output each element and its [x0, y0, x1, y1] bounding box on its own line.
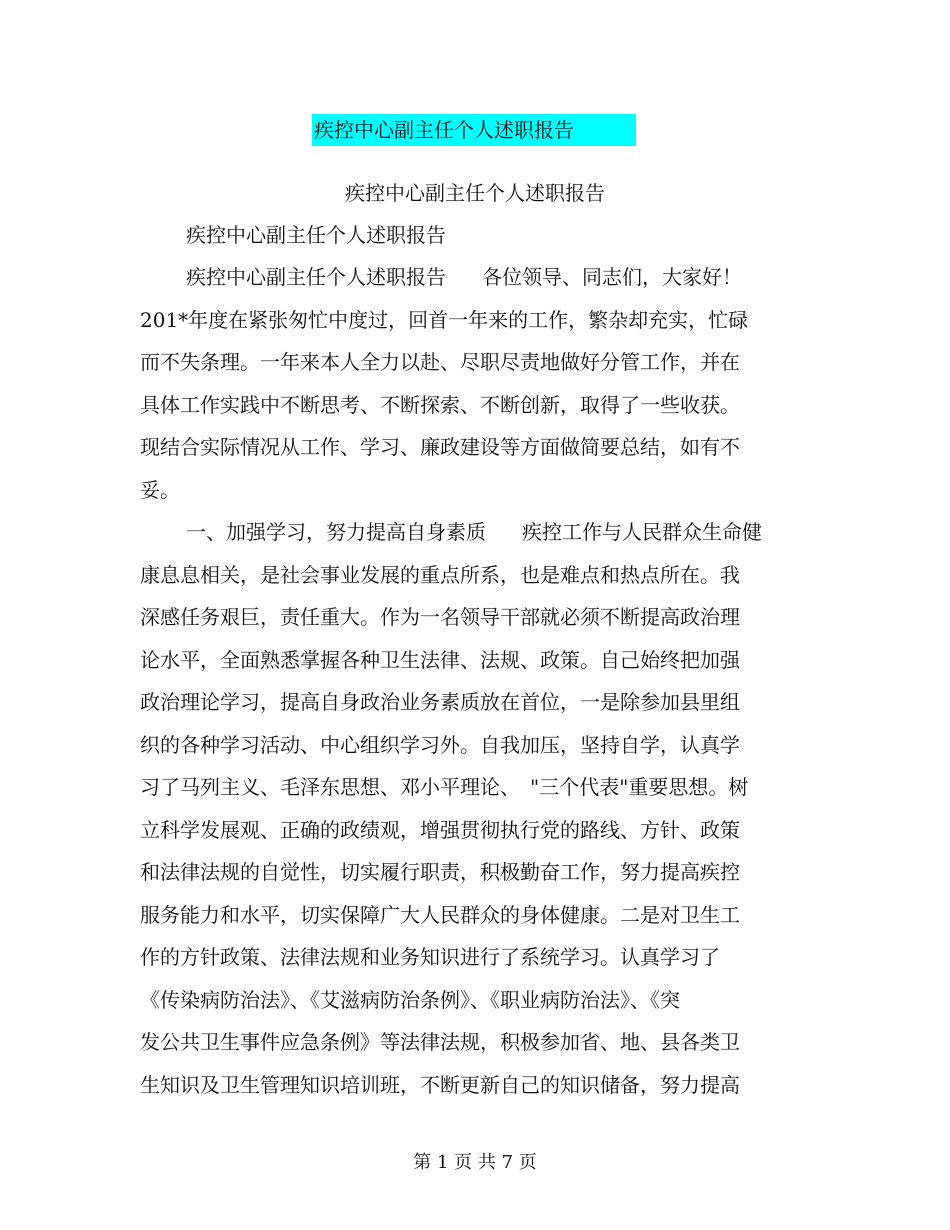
section-1-first-line — [186, 517, 762, 547]
highlighted-title: 疾控中心副主任个人述职报告 — [312, 114, 636, 146]
paragraph-1-line: 201*年度在紧张匆忙中度过，回首一年来的工作，繁杂却充实，忙碌 — [140, 308, 749, 332]
document-subtitle: 疾控中心副主任个人述职报告 — [345, 181, 605, 205]
section-1-line: 生知识及卫生管理知识培训班，不断更新自己的知识储备，努力提高 — [140, 1073, 740, 1097]
paragraph-1-first-line — [186, 262, 742, 292]
document-heading: 疾控中心副主任个人述职报告 — [186, 223, 446, 247]
section-1-heading: 一、加强学习，努力提高自身素质 — [186, 520, 486, 544]
section-1-line: 政治理论学习，提高自身政治业务素质放在首位，一是除参加县里组 — [140, 690, 740, 714]
section-1-line: 服务能力和水平，切实保障广大人民群众的身体健康。二是对卫生工 — [140, 903, 740, 927]
paragraph-1-line: 具体工作实践中不断思考、不断探索、不断创新，取得了一些收获。 — [140, 393, 740, 417]
section-1-line: 和法律法规的自觉性，切实履行职责，积极勤奋工作，努力提高疾控 — [140, 860, 740, 884]
paragraph-1-lead: 疾控中心副主任个人述职报告 — [186, 265, 446, 289]
section-1-lead: 疾控工作与人民群众生命健 — [522, 520, 762, 544]
section-1-line: 论水平，全面熟悉掌握各种卫生法律、法规、政策。自己始终把加强 — [140, 648, 740, 672]
section-1-line: 发公共卫生事件应急条例》等法律法规，积极参加省、地、县各类卫 — [140, 1030, 740, 1054]
paragraph-1-line: 现结合实际情况从工作、学习、廉政建设等方面做简要总结，如有不 — [140, 435, 740, 459]
section-1-line: 深感任务艰巨，责任重大。作为一名领导干部就必须不断提高政治理 — [140, 605, 740, 629]
section-1-line: 立科学发展观、正确的政绩观，增强贯彻执行党的路线、方针、政策 — [140, 818, 740, 842]
section-1-line: 康息息相关，是社会事业发展的重点所系，也是难点和热点所在。我 — [140, 563, 740, 587]
section-1-line: 习了马列主义、毛泽东思想、邓小平理论、 "三个代表"重要思想。树 — [140, 775, 749, 799]
section-1-line: 《传染病防治法》、《艾滋病防治条例》、《职业病防治法》、《突 — [140, 988, 680, 1012]
section-1-line: 织的各种学习活动、中心组织学习外。自我加压，坚持自学，认真学 — [140, 733, 740, 757]
section-1-line: 作的方针政策、法律法规和业务知识进行了系统学习。认真学习了 — [140, 945, 720, 969]
paragraph-1-line: 妥。 — [140, 478, 180, 502]
page-number-footer: 第 1 页 共 7 页 — [413, 1152, 537, 1173]
paragraph-1-line: 而不失条理。一年来本人全力以赴、尽职尽责地做好分管工作，并在 — [140, 350, 740, 374]
paragraph-1-greeting: 各位领导、同志们，大家好！ — [482, 265, 742, 289]
